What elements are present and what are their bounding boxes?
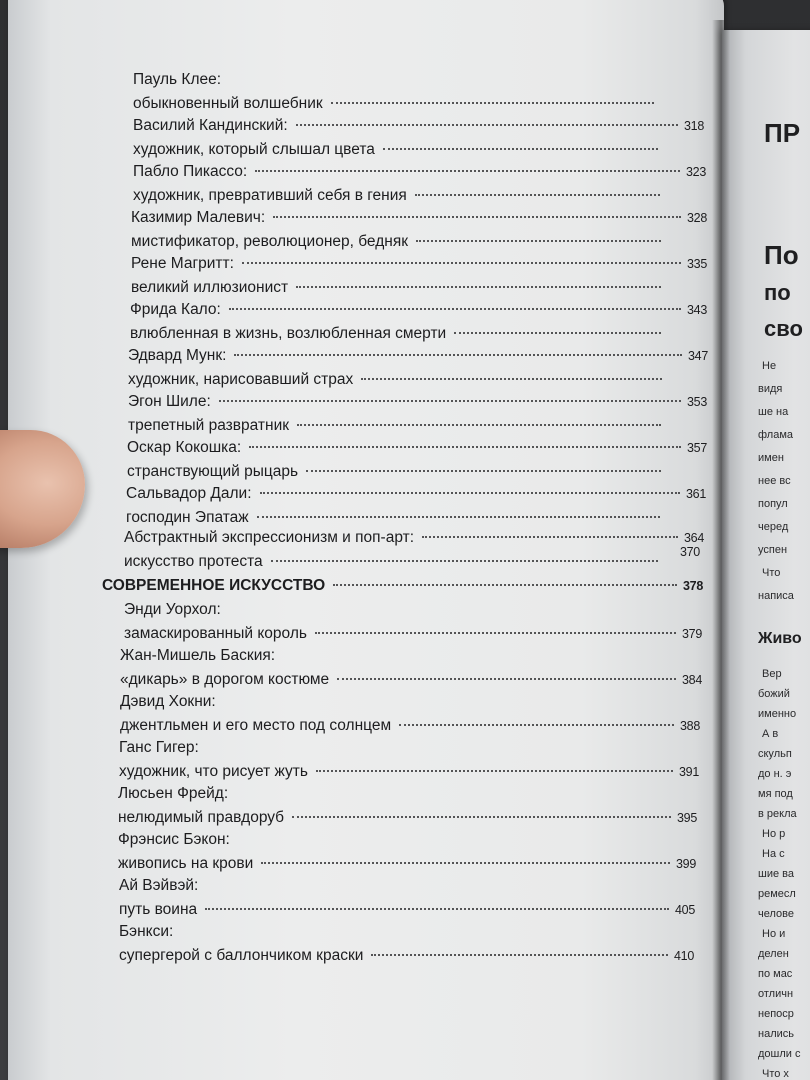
right-page-body-line: Но р xyxy=(762,828,786,840)
toc-section-author-7 xyxy=(119,922,694,942)
right-page-body-line: ремесл xyxy=(758,888,796,900)
right-page-body-line: делен xyxy=(758,948,789,960)
page-number: 343 xyxy=(687,303,707,317)
dot-leader xyxy=(219,400,681,402)
page-number: 318 xyxy=(684,119,704,133)
dot-leader xyxy=(383,148,658,150)
right-page-body-line: шие ва xyxy=(758,868,794,880)
toc-section-subtitle-6-text: путь воина xyxy=(119,901,198,918)
right-page-body-line: А в xyxy=(762,728,779,740)
right-page-body-line: Что xyxy=(762,567,781,579)
toc-entry-author-7-text: Эгон Шиле: xyxy=(128,393,211,410)
toc-section-subtitle-4 xyxy=(118,808,697,828)
toc-entry-author-2 xyxy=(133,162,706,182)
toc-entry-author-2-text: Пабло Пикассо: xyxy=(133,163,248,180)
toc-entry-author-10-text: Абстрактный экспрессионизм и поп-арт: xyxy=(124,529,415,546)
right-page-body-line: в рекла xyxy=(758,808,797,820)
toc-entry-subtitle-9 xyxy=(126,508,666,528)
page-number: 328 xyxy=(687,211,707,225)
page-number: 353 xyxy=(687,395,707,409)
toc-section-author-7-text: Бэнкси: xyxy=(119,923,174,940)
dot-leader xyxy=(316,770,673,772)
right-page-subheading-line-3: сво xyxy=(764,316,803,341)
page-number: 395 xyxy=(677,811,697,825)
toc-entry-subtitle-10-text: искусство протеста xyxy=(124,553,263,570)
page-number: 347 xyxy=(688,349,708,363)
toc-entry-author-8-text: Оскар Кокошка: xyxy=(127,439,242,456)
toc-entry-subtitle-6 xyxy=(128,370,668,390)
right-page-body-line: успен xyxy=(758,544,788,556)
toc-section-subtitle-0-text: замаскированный король xyxy=(124,625,307,642)
toc-entry-subtitle-9-text: господин Эпатаж xyxy=(126,509,249,526)
toc-entry-author-5 xyxy=(130,300,707,320)
dot-leader xyxy=(333,584,677,586)
right-page-body-line: скульп xyxy=(758,748,792,760)
dot-leader xyxy=(415,194,660,196)
toc-section-author-4-text: Люсьен Фрейд: xyxy=(118,785,229,802)
toc-section-author-1-text: Жан-Мишель Баския: xyxy=(120,647,276,664)
right-page-body-line: Вер xyxy=(762,668,782,680)
toc-entry-subtitle-5 xyxy=(130,324,667,344)
dot-leader xyxy=(416,240,661,242)
page-number: 323 xyxy=(686,165,706,179)
page-number: 405 xyxy=(675,903,695,917)
page-number: 384 xyxy=(682,673,702,687)
right-page-body-line: именно xyxy=(758,708,797,720)
toc-section-subtitle-7-text: супергерой с баллончиком краски xyxy=(119,947,364,964)
toc-section-subtitle-5 xyxy=(118,854,696,874)
page-number: 399 xyxy=(676,857,696,871)
toc-entry-author-6-text: Эдвард Мунк: xyxy=(128,347,227,364)
dot-leader xyxy=(292,816,671,818)
dot-leader xyxy=(337,678,676,680)
dot-leader xyxy=(331,102,654,104)
dot-leader xyxy=(271,560,658,562)
toc-entry-author-1 xyxy=(133,116,704,136)
toc-section-subtitle-6 xyxy=(119,900,695,920)
toc-entry-subtitle-0-text: обыкновенный волшебник xyxy=(133,95,323,112)
dot-leader xyxy=(306,470,661,472)
toc-section-author-3 xyxy=(119,738,699,758)
dot-leader xyxy=(249,446,681,448)
right-page-body-line: по мас xyxy=(758,968,793,980)
right-page-body-line: нались xyxy=(758,1028,794,1040)
dot-leader xyxy=(296,124,678,126)
toc-entry-subtitle-0 xyxy=(133,94,660,114)
toc-entry-author-3 xyxy=(131,208,707,228)
right-page-body-line: черед xyxy=(758,521,789,533)
dot-leader xyxy=(399,724,674,726)
right-page-body-line: отличн xyxy=(758,988,794,1000)
toc-entry-subtitle-1 xyxy=(133,140,664,160)
right-page-body-line: Что х xyxy=(762,1068,789,1080)
toc-entry-author-8 xyxy=(127,438,707,458)
toc-entry-author-4 xyxy=(131,254,707,274)
page-number: 388 xyxy=(680,719,700,733)
toc-section-subtitle-1 xyxy=(120,670,702,690)
toc-section-subtitle-4-text: нелюдимый правдоруб xyxy=(118,809,285,826)
dot-leader xyxy=(255,170,680,172)
dot-leader xyxy=(315,632,676,634)
toc-entry-author-7 xyxy=(128,392,707,412)
toc-entry-subtitle-7 xyxy=(128,416,667,436)
toc-entry-author-5-text: Фрида Кало: xyxy=(130,301,221,318)
toc-section-subtitle-2-text: джентльмен и его место под солнцем xyxy=(120,717,392,734)
right-page-body-line: до н. э xyxy=(758,768,792,780)
toc-entry-subtitle-8-text: странствующий рыцарь xyxy=(127,463,299,480)
dot-leader xyxy=(422,536,678,538)
page-number: 378 xyxy=(683,579,703,593)
toc-section-author-0 xyxy=(124,600,702,620)
toc-entry-subtitle-5-text: влюбленная в жизнь, возлюбленная смерти xyxy=(130,325,447,342)
right-page-body-line: божий xyxy=(758,688,790,700)
dot-leader xyxy=(234,354,682,356)
right-page-body-line: ше на xyxy=(758,406,789,418)
toc-section-subtitle-3-text: художник, что рисует жуть xyxy=(119,763,308,780)
right-page-body-line: имен xyxy=(758,452,784,464)
toc-section-heading-text: СОВРЕМЕННОЕ ИСКУССТВО xyxy=(102,577,326,594)
toc-section-author-6-text: Ай Вэйвэй: xyxy=(119,877,199,894)
toc-section-subtitle-7 xyxy=(119,946,694,966)
toc-entry-author-6 xyxy=(128,346,708,366)
toc-section-subtitle-1-text: «дикарь» в дорогом костюме xyxy=(120,671,330,688)
page-number: 391 xyxy=(679,765,699,779)
toc-entry-author-0-text: Пауль Клее: xyxy=(133,71,222,88)
toc-entry-subtitle-2-text: художник, превративший себя в гения xyxy=(133,187,407,204)
toc-entry-subtitle-7-text: трепетный развратник xyxy=(128,417,290,434)
toc-section-author-6 xyxy=(119,876,695,896)
toc-section-author-3-text: Ганс Гигер: xyxy=(119,739,199,756)
right-page-body-line: нее вс xyxy=(758,475,791,487)
toc-entry-author-0 xyxy=(133,70,700,90)
right-page-body-line: Но и xyxy=(762,928,786,940)
toc-section-author-1 xyxy=(120,646,702,666)
dot-leader xyxy=(261,862,670,864)
page-number: 379 xyxy=(682,627,702,641)
toc-entry-author-1-text: Василий Кандинский: xyxy=(133,117,288,134)
toc-section-author-5 xyxy=(118,830,696,850)
page-number: 370 xyxy=(680,545,700,559)
toc-section-subtitle-2 xyxy=(120,716,700,736)
toc-section-subtitle-0 xyxy=(124,624,702,644)
dot-leader xyxy=(361,378,662,380)
right-page-heading: ПР xyxy=(764,118,801,148)
right-page-body-line: мя под xyxy=(758,788,793,800)
right-page-body-line: флама xyxy=(758,429,794,441)
page-number: 410 xyxy=(674,949,694,963)
dot-leader xyxy=(229,308,681,310)
dot-leader xyxy=(273,216,681,218)
toc-entry-author-4-text: Рене Магритт: xyxy=(131,255,234,272)
toc-section-author-5-text: Фрэнсис Бэкон: xyxy=(118,831,230,848)
toc-entry-author-3-text: Казимир Малевич: xyxy=(131,209,266,226)
toc-entry-author-9 xyxy=(126,484,706,504)
right-page-section-heading: Живо xyxy=(758,630,802,647)
right-page-body-line: Не xyxy=(762,360,777,372)
dot-leader xyxy=(260,492,681,494)
toc-entry-subtitle-8 xyxy=(127,462,667,482)
toc-entry-subtitle-6-text: художник, нарисовавший страх xyxy=(128,371,354,388)
dot-leader xyxy=(257,516,660,518)
right-page-subheading-line-1: По xyxy=(764,240,799,270)
right-page-body-line: написа xyxy=(758,590,794,602)
right-page-body-line: видя xyxy=(758,383,783,395)
toc-section-author-4 xyxy=(118,784,697,804)
right-page-body-line: попул xyxy=(758,498,788,510)
page-number: 364 xyxy=(684,531,704,545)
toc-section-author-2 xyxy=(120,692,700,712)
page-number: 357 xyxy=(687,441,707,455)
right-page-subheading-line-2: по xyxy=(764,280,791,305)
page-number: 335 xyxy=(687,257,707,271)
toc-entry-subtitle-4-text: великий иллюзионист xyxy=(131,279,289,296)
right-page-body-line: На с xyxy=(762,848,785,860)
toc-entry-subtitle-3-text: мистификатор, революционер, бедняк xyxy=(131,233,408,250)
page-number: 361 xyxy=(686,487,706,501)
toc-entry-subtitle-10 xyxy=(124,552,664,572)
dot-leader xyxy=(205,908,669,910)
toc-entry-subtitle-2 xyxy=(133,186,666,206)
toc-entry-author-9-text: Сальвадор Дали: xyxy=(126,485,252,502)
dot-leader xyxy=(296,286,661,288)
toc-section-subtitle-5-text: живопись на крови xyxy=(118,855,254,872)
dot-leader xyxy=(242,262,681,264)
toc-section-heading xyxy=(102,576,703,596)
toc-entry-subtitle-4 xyxy=(131,278,667,298)
dot-leader xyxy=(454,332,661,334)
right-page-body-line: непоср xyxy=(758,1008,794,1020)
toc-entry-subtitle-3 xyxy=(131,232,667,252)
toc-entry-author-10 xyxy=(124,528,704,548)
toc-section-author-0-text: Энди Уорхол: xyxy=(124,601,221,618)
toc-section-subtitle-3 xyxy=(119,762,699,782)
right-page-body-line: челове xyxy=(758,908,794,920)
right-page-body-line: дошли с xyxy=(758,1048,801,1060)
toc-entry-subtitle-1-text: художник, который слышал цвета xyxy=(133,141,375,158)
toc-section-author-2-text: Дэвид Хокни: xyxy=(120,693,216,710)
dot-leader xyxy=(297,424,661,426)
dot-leader xyxy=(371,954,668,956)
